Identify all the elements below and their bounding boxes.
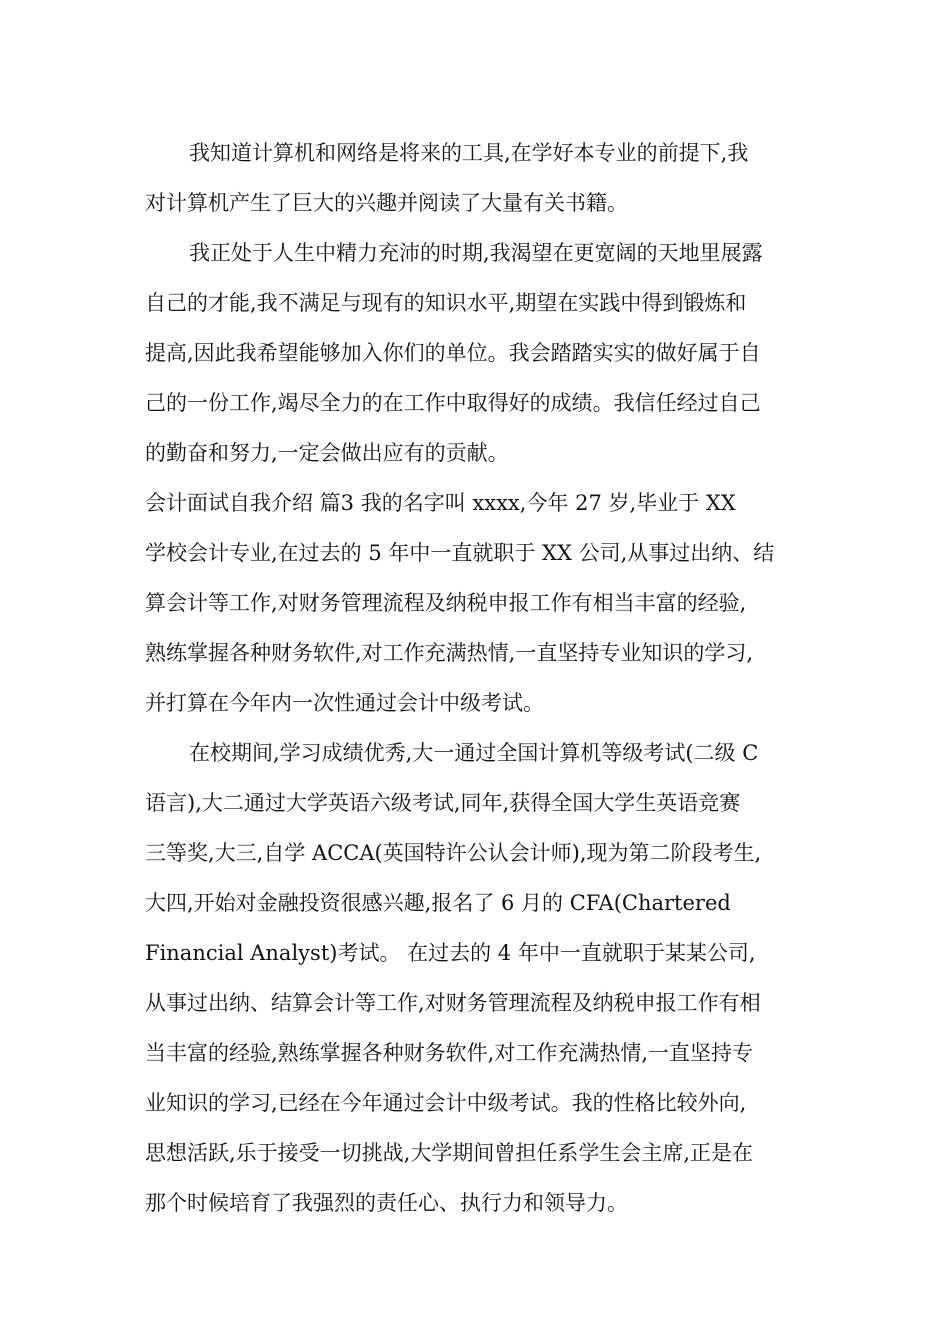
section-heading-line: 会计面试自我介绍 篇3 我的名字叫 xxxx,今年 27 岁,毕业于 XX [145, 491, 736, 515]
text-line: 业知识的学习,已经在今年通过会计中级考试。我的性格比较外向, [145, 1091, 747, 1115]
text-line: 学校会计专业,在过去的 5 年中一直就职于 XX 公司,从事过出纳、结 [145, 541, 775, 565]
text-line: 那个时候培育了我强烈的责任心、执行力和领导力。 [145, 1191, 628, 1215]
text-line: 自己的才能,我不满足与现有的知识水平,期望在实践中得到锻炼和 [145, 291, 747, 315]
text-line: 从事过出纳、结算会计等工作,对财务管理流程及纳税申报工作有相 [145, 991, 761, 1015]
text-line: Financial Analyst)考试。 在过去的 4 年中一直就职于某某公司, [145, 941, 756, 965]
text-line: 我正处于人生中精力充沛的时期,我渴望在更宽阔的天地里展露 [189, 241, 763, 265]
text-line: 当丰富的经验,熟练掌握各种财务软件,对工作充满热情,一直坚持专 [145, 1041, 754, 1065]
text-line: 对计算机产生了巨大的兴趣并阅读了大量有关书籍。 [145, 191, 628, 215]
text-line: 三等奖,大三,自学 ACCA(英国特许公认会计师),现为第二阶段考生, [145, 841, 762, 865]
text-line: 思想活跃,乐于接受一切挑战,大学期间曾担任系学生会主席,正是在 [145, 1141, 754, 1165]
text-line: 语言),大二通过大学英语六级考试,同年,获得全国大学生英语竞赛 [145, 791, 741, 815]
text-line: 己的一份工作,竭尽全力的在工作中取得好的成绩。我信任经过自己 [145, 391, 761, 415]
text-line: 的勤奋和努力,一定会做出应有的贡献。 [145, 441, 509, 465]
text-line: 提高,因此我希望能够加入你们的单位。我会踏踏实实的做好属于自 [145, 341, 761, 365]
text-line: 在校期间,学习成绩优秀,大一通过全国计算机等级考试(二级 C [189, 741, 759, 765]
text-line: 我知道计算机和网络是将来的工具,在学好本专业的前提下,我 [189, 141, 749, 165]
text-line: 熟练掌握各种财务软件,对工作充满热情,一直坚持专业知识的学习, [145, 641, 754, 665]
text-line: 大四,开始对金融投资很感兴趣,报名了 6 月的 CFA(Chartered [145, 891, 731, 915]
text-line: 并打算在今年内一次性通过会计中级考试。 [145, 691, 544, 715]
text-line: 算会计等工作,对财务管理流程及纳税申报工作有相当丰富的经验, [145, 591, 747, 615]
